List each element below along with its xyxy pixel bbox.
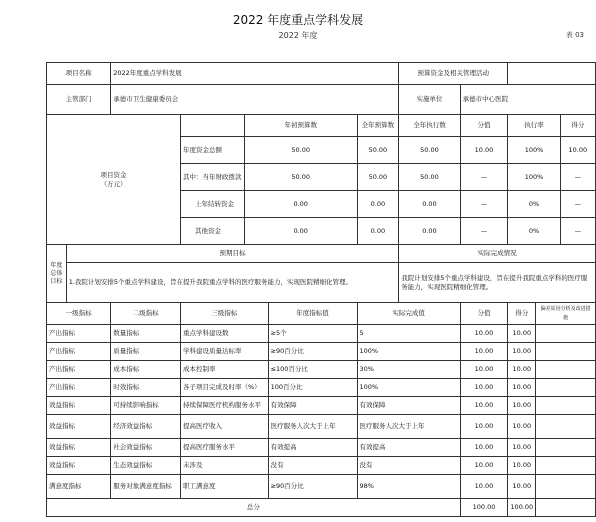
funds-header-row — [47, 115, 596, 137]
total-note — [536, 499, 596, 517]
indicator-header-3: 年度指标值 — [268, 303, 357, 325]
funds-cell: 0.00 — [244, 191, 357, 218]
funds-cell: — — [560, 164, 595, 191]
indicator-got: 10.00 — [508, 475, 536, 499]
dept-label: 主管部门 — [47, 85, 111, 115]
indicator-level2: 社会效益指标 — [111, 439, 181, 457]
indicator-actual: 有效保障 — [357, 397, 460, 415]
funds-cell: 10.00 — [460, 137, 508, 164]
indicator-note — [536, 343, 596, 361]
project-name-row — [47, 63, 596, 85]
funds-cell: 0% — [508, 191, 560, 218]
indicator-target: 有效提高 — [268, 439, 357, 457]
form-number: 表 03 — [565, 31, 584, 39]
indicator-row — [47, 325, 596, 343]
indicator-header-0: 一级指标 — [47, 303, 111, 325]
indicator-level1: 效益指标 — [47, 439, 111, 457]
goals-header-row — [47, 245, 596, 263]
indicator-level2: 生态效益指标 — [111, 457, 181, 475]
funds-cell: — — [460, 218, 508, 245]
indicator-note — [536, 325, 596, 343]
indicator-level1: 产出指标 — [47, 343, 111, 361]
indicator-level2: 可持续影响指标 — [111, 397, 181, 415]
indicator-level1: 产出指标 — [47, 325, 111, 343]
indicator-note — [536, 457, 596, 475]
funds-cell: 0.00 — [399, 218, 460, 245]
indicator-level1: 效益指标 — [47, 397, 111, 415]
funds-cell: 50.00 — [357, 164, 399, 191]
indicator-header-5: 分值 — [460, 303, 508, 325]
goals-actual-text: 我院计划安排5个重点学科建设，旨在提升我院重点学科的医疗服务能力，实现医院精细化管理。 — [399, 263, 596, 303]
indicator-target: ≤100百分比 — [268, 361, 357, 379]
funds-cell: — — [460, 164, 508, 191]
indicator-level2: 数量指标 — [111, 325, 181, 343]
impl-value: 承德市中心医院 — [460, 85, 595, 115]
indicator-row — [47, 439, 596, 457]
indicator-actual: 30% — [357, 361, 460, 379]
indicator-target: 没有 — [268, 457, 357, 475]
funds-cell: — — [460, 191, 508, 218]
indicator-level2: 质量指标 — [111, 343, 181, 361]
indicator-level1: 产出指标 — [47, 379, 111, 397]
funds-header-0: 年初预算数 — [244, 115, 357, 137]
goals-actual-header: 实际完成情况 — [399, 245, 596, 263]
indicator-row — [47, 343, 596, 361]
dept-value: 承德市卫生健康委员会 — [111, 85, 399, 115]
indicator-score: 10.00 — [460, 457, 508, 475]
indicator-score: 10.00 — [460, 439, 508, 457]
funds-cell: 50.00 — [244, 164, 357, 191]
indicator-note — [536, 379, 596, 397]
indicator-row — [47, 457, 596, 475]
indicator-level2: 时效指标 — [111, 379, 181, 397]
indicator-level3: 学科建设质量达标率 — [180, 343, 268, 361]
funds-cell: 0.00 — [399, 191, 460, 218]
funds-cell: 0% — [508, 218, 560, 245]
indicator-header-4: 实际完成值 — [357, 303, 460, 325]
indicator-target: ≥5个 — [268, 325, 357, 343]
indicator-level3: 职工满意度 — [180, 475, 268, 499]
total-score: 100.00 — [460, 499, 508, 517]
indicator-header-7: 偏差原因分析及改进措施 — [536, 303, 596, 325]
indicator-score: 10.00 — [460, 415, 508, 439]
indicator-note — [536, 397, 596, 415]
indicator-got: 10.00 — [508, 343, 536, 361]
indicator-got: 10.00 — [508, 457, 536, 475]
funds-cell: 50.00 — [244, 137, 357, 164]
indicator-actual: 没有 — [357, 457, 460, 475]
document-title: 2022 年度重点学科发展 — [232, 13, 364, 27]
indicator-score: 10.00 — [460, 397, 508, 415]
funds-header-3: 分值 — [460, 115, 508, 137]
total-label: 总分 — [47, 499, 461, 517]
indicator-row — [47, 379, 596, 397]
funds-cell: 0.00 — [357, 218, 399, 245]
funds-cell: 50.00 — [399, 137, 460, 164]
goals-expected-text: 1.我院计划安排5个重点学科建设，旨在提升我院重点学科的医疗服务能力，实现医院精细化管理。 — [66, 263, 399, 303]
funds-row-label: 年度资金总额 — [180, 137, 244, 164]
indicator-actual: 100% — [357, 379, 460, 397]
impl-label: 实施单位 — [399, 85, 460, 115]
funds-header-2: 全年执行数 — [399, 115, 460, 137]
funds-header-blank — [180, 115, 244, 137]
funds-label-text: 项目资金 （万元） — [100, 170, 127, 188]
indicator-note — [536, 439, 596, 457]
indicator-note — [536, 415, 596, 439]
indicator-header-row — [47, 303, 596, 325]
funds-cell: 0.00 — [244, 218, 357, 245]
indicator-header-2: 三级指标 — [180, 303, 268, 325]
indicator-score: 10.00 — [460, 379, 508, 397]
indicator-level3: 各子项目完成及时率（%） — [180, 379, 268, 397]
indicator-score: 10.00 — [460, 475, 508, 499]
year-label: 2022 年度 — [278, 31, 318, 40]
indicator-level3: 重点学科建设数 — [180, 325, 268, 343]
indicator-level1: 产出指标 — [47, 361, 111, 379]
indicator-level1: 效益指标 — [47, 457, 111, 475]
indicator-got: 10.00 — [508, 415, 536, 439]
indicator-got: 10.00 — [508, 379, 536, 397]
funds-cell: 100% — [508, 164, 560, 191]
dept-row — [47, 85, 596, 115]
indicator-level1: 满意度指标 — [47, 475, 111, 499]
funds-cell: — — [560, 218, 595, 245]
goals-content-row — [47, 263, 596, 303]
indicator-level3: 未涉及 — [180, 457, 268, 475]
indicator-target: 100百分比 — [268, 379, 357, 397]
indicator-score: 10.00 — [460, 361, 508, 379]
funds-cell: 50.00 — [357, 137, 399, 164]
funds-header-1: 全年预算数 — [357, 115, 399, 137]
indicator-header-1: 二级指标 — [111, 303, 181, 325]
indicator-got: 10.00 — [508, 439, 536, 457]
indicator-actual: 5 — [357, 325, 460, 343]
funds-cell: 50.00 — [399, 164, 460, 191]
project-name-value: 2022年度重点学科发展 — [111, 63, 399, 85]
indicator-target: 有效保障 — [268, 397, 357, 415]
indicator-row — [47, 415, 596, 439]
budget-label: 预算资金及相关管理活动 — [399, 63, 508, 85]
funds-section-label — [47, 115, 181, 245]
indicator-target: ≥90百分比 — [268, 475, 357, 499]
project-name-label: 项目名称 — [47, 63, 111, 85]
performance-table — [46, 62, 596, 517]
funds-cell: 0.00 — [357, 191, 399, 218]
indicator-row — [47, 361, 596, 379]
indicator-actual: 有效提高 — [357, 439, 460, 457]
indicator-level2: 经济效益指标 — [111, 415, 181, 439]
indicator-got: 10.00 — [508, 325, 536, 343]
goals-section-label: 年度总体目标 — [47, 245, 67, 303]
indicator-row — [47, 397, 596, 415]
budget-value — [508, 63, 596, 85]
indicator-actual: 100% — [357, 343, 460, 361]
indicator-row — [47, 475, 596, 499]
indicator-level3: 提高医疗服务水平 — [180, 439, 268, 457]
indicator-level2: 成本指标 — [111, 361, 181, 379]
funds-cell: — — [560, 191, 595, 218]
indicator-level3: 持续保障医疗机构服务水平 — [180, 397, 268, 415]
indicator-note — [536, 475, 596, 499]
goals-expected-header: 预期目标 — [66, 245, 399, 263]
funds-row-label: 其中：当年财政拨款 — [180, 164, 244, 191]
indicator-level1: 效益指标 — [47, 415, 111, 439]
indicator-score: 10.00 — [460, 343, 508, 361]
total-got: 100.00 — [508, 499, 536, 517]
funds-row-label: 上年结转资金 — [180, 191, 244, 218]
funds-cell: 10.00 — [560, 137, 595, 164]
funds-cell: 100% — [508, 137, 560, 164]
indicator-actual: 98% — [357, 475, 460, 499]
indicator-got: 10.00 — [508, 361, 536, 379]
total-row — [47, 499, 596, 517]
funds-row-label: 其他资金 — [180, 218, 244, 245]
indicator-level3: 成本控制率 — [180, 361, 268, 379]
indicator-level3: 提高医疗收入 — [180, 415, 268, 439]
funds-header-5: 得分 — [560, 115, 595, 137]
indicator-header-6: 得分 — [508, 303, 536, 325]
indicator-target: ≥90百分比 — [268, 343, 357, 361]
indicator-got: 10.00 — [508, 397, 536, 415]
indicator-score: 10.00 — [460, 325, 508, 343]
funds-header-4: 执行率 — [508, 115, 560, 137]
indicator-note — [536, 361, 596, 379]
indicator-level2: 服务对象满意度指标 — [111, 475, 181, 499]
indicator-target: 医疗服务人次大于上年 — [268, 415, 357, 439]
indicator-actual: 医疗服务人次大于上年 — [357, 415, 460, 439]
